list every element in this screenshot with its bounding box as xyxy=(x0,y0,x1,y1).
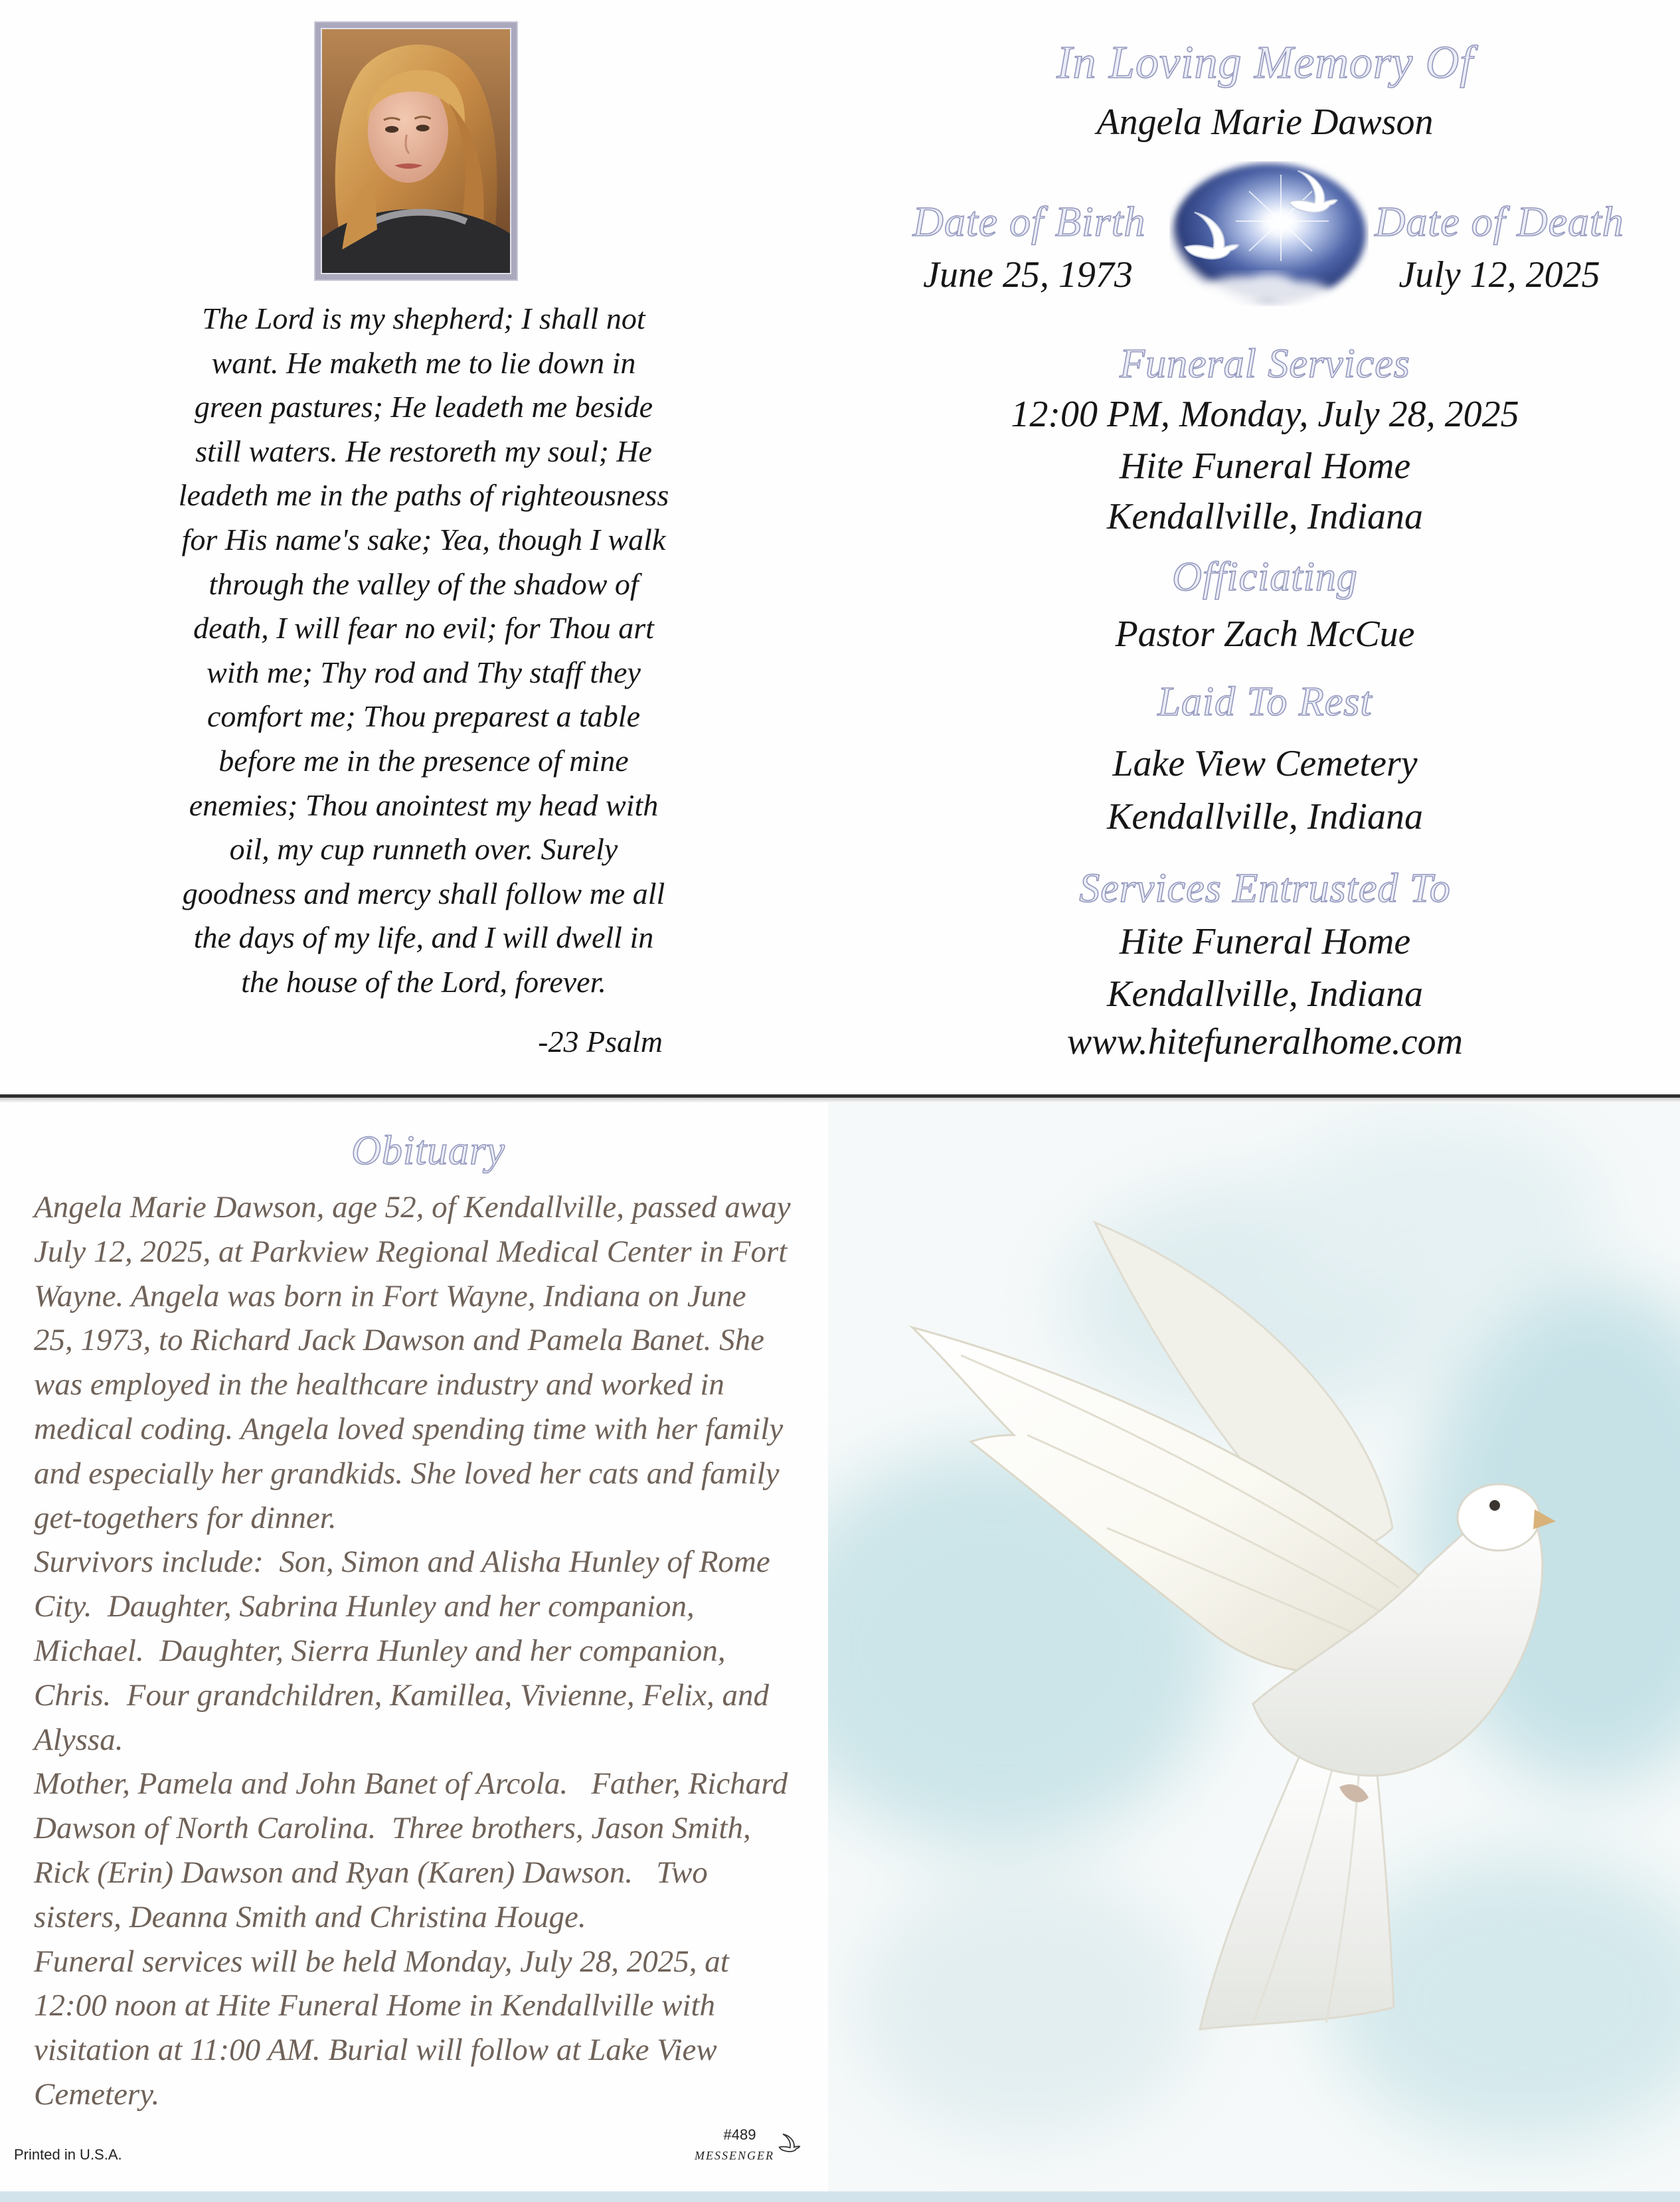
psalm-line: with me; Thy rod and Thy staff they xyxy=(207,655,641,689)
obituary-line: get-togethers for dinner. xyxy=(34,1500,337,1535)
funeral-place: Hite Funeral Home xyxy=(1119,446,1411,487)
psalm-line: still waters. He restoreth my soul; He xyxy=(195,434,652,468)
psalm-line: death, I will fear no evil; for Thou art xyxy=(193,611,654,645)
dove-painting-image xyxy=(828,1103,1680,2191)
officiating-heading: Officiating xyxy=(1172,554,1358,600)
funeral-city: Kendallville, Indiana xyxy=(1107,496,1423,537)
funeral-home-city: Kendallville, Indiana xyxy=(1107,974,1423,1015)
psalm-line: goodness and mercy shall follow me all xyxy=(182,876,665,910)
printed-in-label: Printed in U.S.A. xyxy=(14,2146,122,2163)
obituary-line: Angela Marie Dawson, age 52, of Kendallville, passed away xyxy=(34,1190,791,1225)
obituary-line: visitation at 11:00 AM. Burial will follow at Lake View xyxy=(34,2033,717,2068)
obituary-line: medical coding. Angela loved spending time with her family xyxy=(34,1411,784,1446)
rest-heading: Laid To Rest xyxy=(1157,679,1373,724)
entrusted-heading: Services Entrusted To xyxy=(1079,866,1451,911)
memory-heading: In Loving Memory Of xyxy=(1056,37,1473,88)
obituary-line: 25, 1973, to Richard Jack Dawson and Pamela Banet. She xyxy=(34,1323,764,1358)
obituary-line: Funeral services will be held Monday, July 28, 2025, at xyxy=(34,1944,729,1979)
obituary-line: 12:00 noon at Hite Funeral Home in Kendallville with xyxy=(34,1988,716,2023)
bottom-edge-band xyxy=(0,2191,1680,2202)
form-number: #489 xyxy=(723,2126,756,2143)
obituary-line: Mother, Pamela and John Banet of Arcola. Father, Richard xyxy=(34,1766,788,1802)
obituary-line: and especially her grandkids. She loved her cats and family xyxy=(34,1456,780,1491)
cemetery-city: Kendallville, Indiana xyxy=(1107,796,1423,837)
death-label: Date of Death xyxy=(1375,198,1624,245)
psalm-line: for His name's sake; Yea, though I walk xyxy=(181,522,666,556)
birth-date: June 25, 1973 xyxy=(923,254,1133,296)
psalm-line: The Lord is my shepherd; I shall not xyxy=(202,301,645,335)
obituary-line: Cemetery. xyxy=(34,2076,160,2112)
psalm-line: enemies; Thou anointest my head with xyxy=(189,788,659,822)
psalm-line: oil, my cup runneth over. Surely xyxy=(229,832,618,867)
obituary-line: Survivors include: Son, Simon and Alisha Hunley of Rome xyxy=(34,1545,770,1580)
psalm-line: before me in the presence of mine xyxy=(218,743,629,778)
psalm-line: leadeth me in the paths of righteousness xyxy=(178,478,669,513)
dove-painting xyxy=(828,1103,1680,2191)
brand-logo-text: MESSENGER xyxy=(695,2149,774,2162)
obituary-line: was employed in the healthcare industry and worked in xyxy=(34,1367,724,1402)
deceased-name: Angela Marie Dawson xyxy=(1096,102,1434,143)
psalm-line: through the valley of the shadow of xyxy=(209,566,639,601)
psalm-attribution: -23 Psalm xyxy=(538,1025,663,1059)
obituary-line: July 12, 2025, at Parkview Regional Medical Center in Fort xyxy=(34,1234,788,1269)
obituary-text xyxy=(34,1185,817,2117)
obituary-line: Alyssa. xyxy=(34,1722,124,1757)
psalm-line: the days of my life, and I will dwell in xyxy=(193,920,654,955)
obituary-line: Rick (Erin) Dawson and Ryan (Karen) Dawson. Two xyxy=(34,1855,708,1890)
psalm-line: want. He maketh me to lie down in xyxy=(211,345,636,380)
officiant: Pastor Zach McCue xyxy=(1115,614,1415,655)
cemetery: Lake View Cemetery xyxy=(1112,743,1418,784)
funeral-home-website: www.hitefuneralhome.com xyxy=(1066,1021,1464,1062)
psalm-line: the house of the Lord, forever. xyxy=(241,964,606,999)
obituary-line: Michael. Daughter, Sierra Hunley and her companion, xyxy=(34,1633,726,1668)
funeral-heading: Funeral Services xyxy=(1120,341,1410,386)
portrait-image xyxy=(322,29,510,273)
obituary-line: Chris. Four grandchildren, Kamillea, Vivienne, Felix, and xyxy=(34,1677,769,1713)
obituary-line: City. Daughter, Sabrina Hunley and her companion, xyxy=(34,1589,695,1624)
photo-frame xyxy=(314,21,518,281)
obituary-line: Wayne. Angela was born in Fort Wayne, Indiana on June xyxy=(34,1278,746,1313)
psalm-line: comfort me; Thou preparest a table xyxy=(207,699,641,734)
obituary-line: Dawson of North Carolina. Three brothers, Jason Smith, xyxy=(34,1811,751,1846)
fold-shadow xyxy=(0,1098,1680,1103)
death-date: July 12, 2025 xyxy=(1398,254,1600,296)
psalm-text xyxy=(146,297,701,1005)
funeral-home: Hite Funeral Home xyxy=(1119,921,1411,962)
obituary-heading: Obituary xyxy=(351,1128,505,1173)
birth-label: Date of Birth xyxy=(912,198,1146,245)
messenger-dove-icon xyxy=(777,2133,801,2153)
psalm-line: green pastures; He leadeth me beside xyxy=(194,390,653,424)
obituary-line: sisters, Deanna Smith and Christina Houge. xyxy=(34,1899,586,1934)
funeral-time: 12:00 PM, Monday, July 28, 2025 xyxy=(1011,394,1519,435)
portrait-photo xyxy=(322,29,510,273)
